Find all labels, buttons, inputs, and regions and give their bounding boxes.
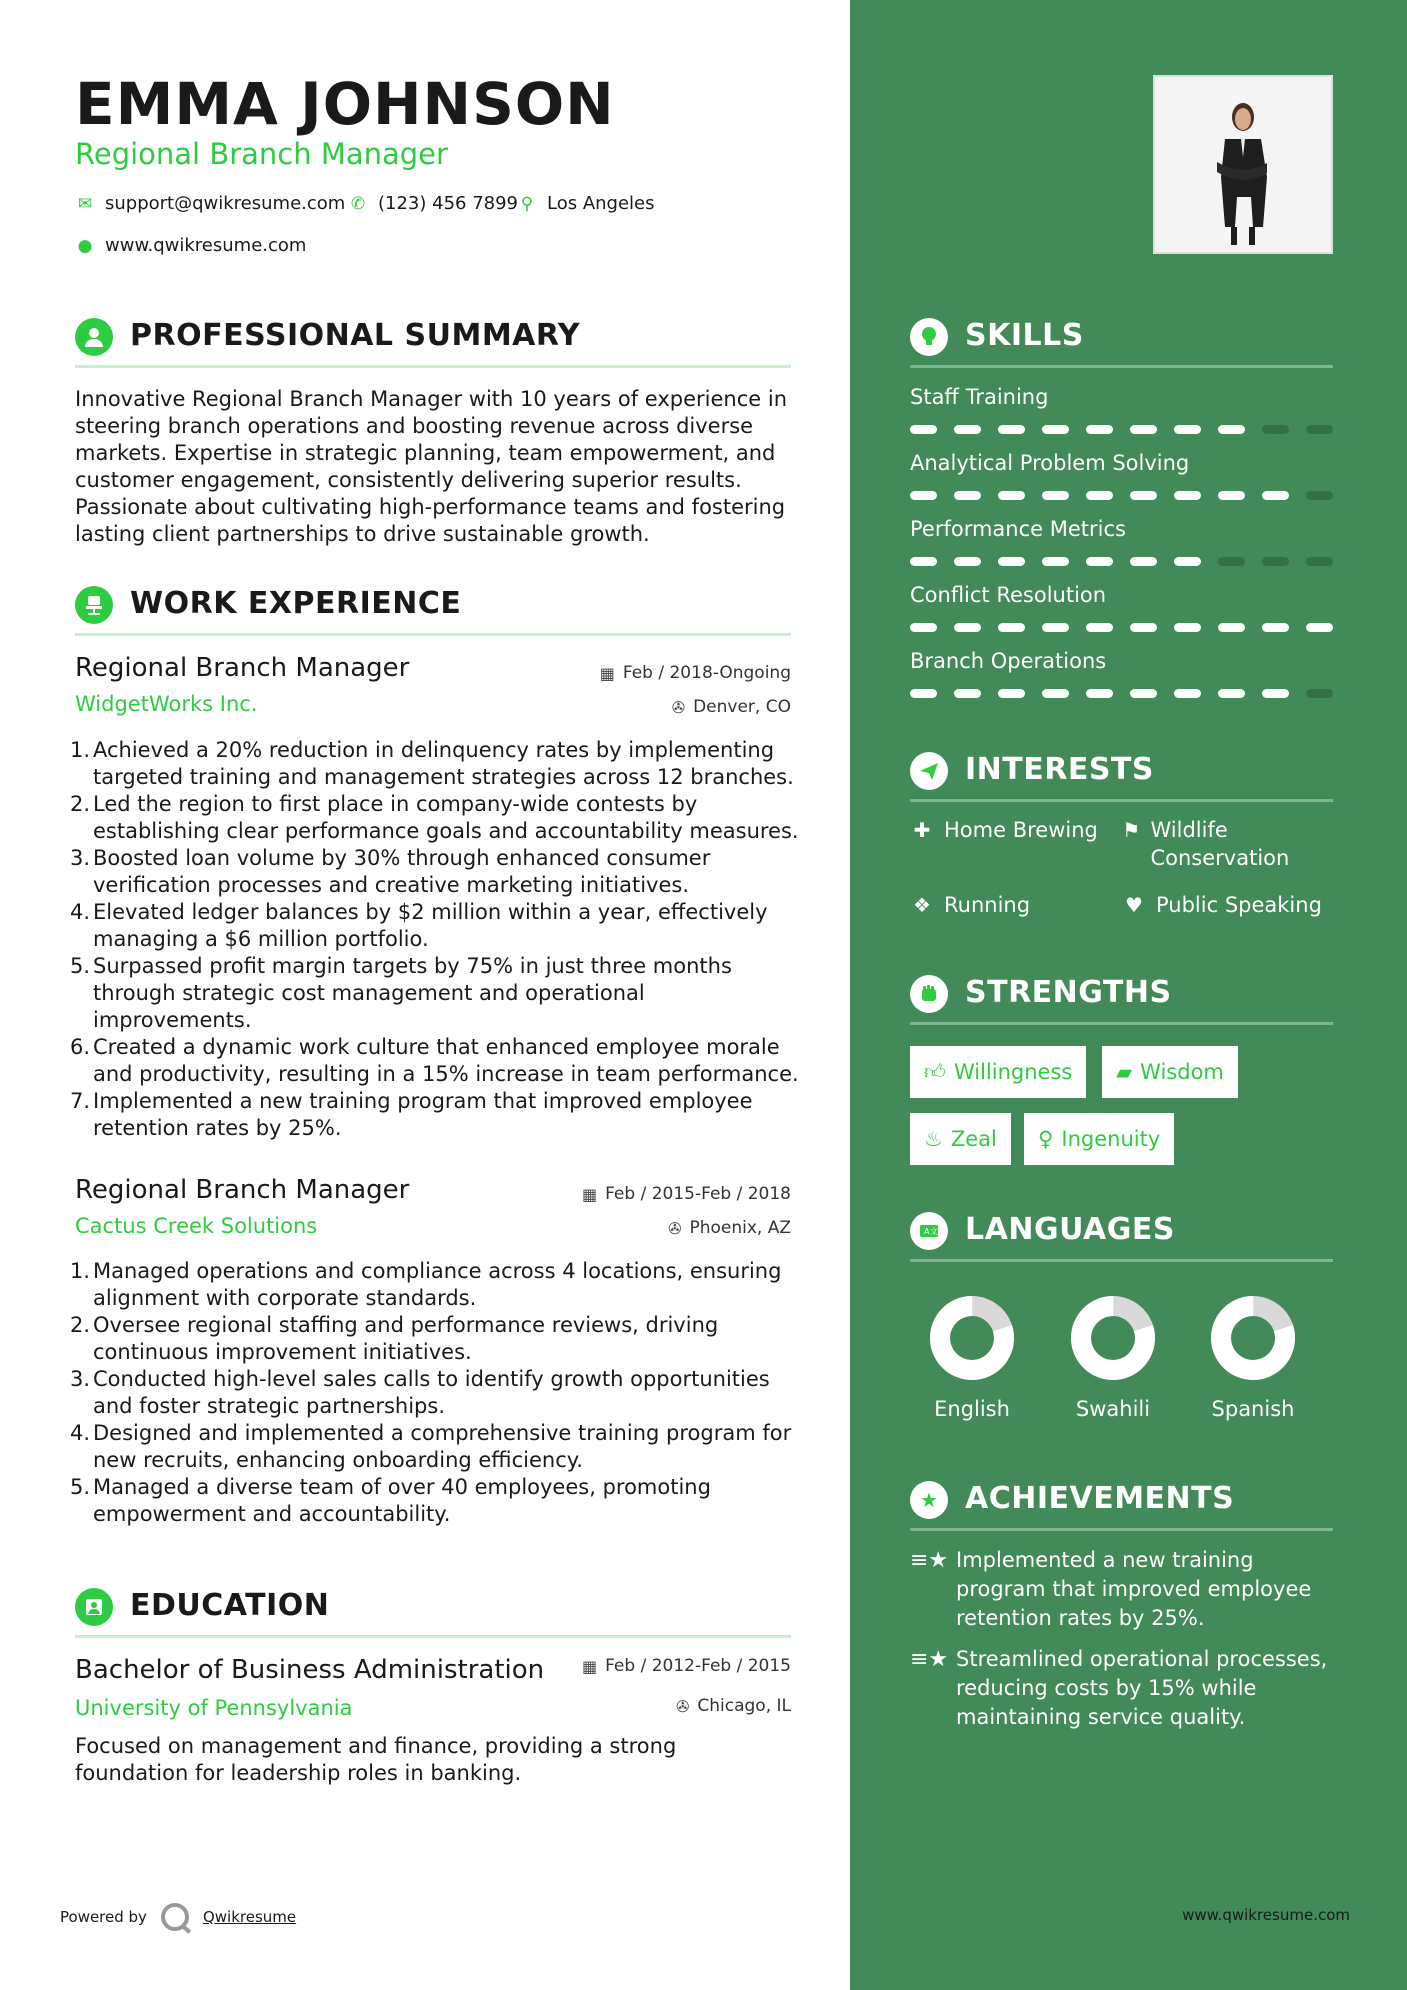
- job-2-company: Cactus Creek Solutions: [75, 1214, 318, 1238]
- language-ring-english: [930, 1296, 1014, 1380]
- contact-email[interactable]: [75, 193, 345, 214]
- skill-dash-filled: [910, 557, 937, 566]
- skill-dash-filled: [910, 689, 937, 698]
- skill-dash-filled: [910, 623, 937, 632]
- skill-5-name: Branch Operations: [910, 649, 1107, 673]
- language-name: Swahili: [1075, 1397, 1151, 1421]
- skill-dash-filled: [1218, 425, 1245, 434]
- achievement-text: Implemented a new training program that improved employee retention rates by 25%.: [956, 1548, 1312, 1630]
- skill-dash-filled: [998, 425, 1025, 434]
- language-name: English: [934, 1397, 1010, 1421]
- skill-dash-filled: [1218, 491, 1245, 500]
- skill-1-rating: [910, 425, 1333, 434]
- list-item: 7. Implemented a new training program that improved employee retention rates by 25%.: [70, 1089, 753, 1140]
- footer-website[interactable]: www.qwikresume.com: [1182, 1906, 1350, 1924]
- job-2-location: [668, 1218, 791, 1238]
- skill-dash-filled: [1086, 491, 1113, 500]
- job-1-dates-text: Feb / 2018-Ongoing: [622, 663, 791, 683]
- shooting-star-icon: ≡★: [910, 1647, 949, 1672]
- languages-heading-label: LANGUAGES: [965, 1212, 1175, 1247]
- skill-dash-filled: [1086, 557, 1113, 566]
- location-text: Los Angeles: [547, 193, 655, 214]
- phone-icon: ✆: [350, 193, 366, 214]
- skill-dash-filled: [1218, 623, 1245, 632]
- achievements-heading: [910, 1471, 1333, 1531]
- job-2-title: Regional Branch Manager: [75, 1175, 410, 1205]
- skill-dash-empty: [1262, 425, 1289, 434]
- skill-dash-filled: [1042, 557, 1069, 566]
- skill-2-name: Analytical Problem Solving: [910, 451, 1190, 475]
- interests-heading-label: INTERESTS: [965, 752, 1154, 787]
- summary-heading-label: PROFESSIONAL SUMMARY: [130, 318, 581, 353]
- skill-3-name: Performance Metrics: [910, 517, 1126, 541]
- list-item: 5. Managed a diverse team of over 40 employees, promoting empowerment and accountability.: [70, 1475, 711, 1526]
- strength-label: Zeal: [950, 1127, 997, 1151]
- contact-website[interactable]: [75, 235, 306, 256]
- skill-dash-filled: [954, 557, 981, 566]
- interest-home-brewing: [910, 816, 1098, 844]
- list-item: 3. Conducted high-level sales calls to identify growth opportunities and foster strategic partnerships.: [70, 1367, 770, 1418]
- list-item: 3. Boosted loan volume by 30% through enhanced consumer verification processes and creative marketing initiatives.: [70, 846, 711, 897]
- experience-heading: [75, 576, 791, 636]
- skills-heading-label: SKILLS: [965, 318, 1084, 353]
- list-item: 5. Surpassed profit margin targets by 75% in just three months through strategic cost management and operational improvements.: [70, 954, 732, 1032]
- interest-running: [910, 891, 1030, 919]
- school-name: University of Pennsylvania: [75, 1696, 353, 1720]
- skill-dash-filled: [1130, 689, 1157, 698]
- paper-plane-icon: [910, 752, 948, 790]
- interest-label: Running: [944, 893, 1031, 917]
- skill-dash-empty: [1306, 491, 1333, 500]
- interest-label: Wildlife Conservation: [1150, 818, 1290, 870]
- interest-label: Public Speaking: [1156, 893, 1322, 917]
- strength-ingenuity: [1024, 1113, 1174, 1165]
- skill-dash-filled: [998, 491, 1025, 500]
- skill-2-rating: [910, 491, 1333, 500]
- envelope-icon: ✉: [77, 193, 93, 214]
- skill-dash-empty: [1306, 689, 1333, 698]
- job-1-company: WidgetWorks Inc.: [75, 692, 258, 716]
- achievement-text: Streamlined operational processes, reducing costs by 15% while maintaining service quality.: [956, 1647, 1328, 1729]
- strengths-heading-label: STRENGTHS: [965, 975, 1172, 1010]
- skill-dash-filled: [1262, 689, 1289, 698]
- skill-dash-filled: [1042, 689, 1069, 698]
- skill-dash-filled: [1174, 557, 1201, 566]
- degree-title: Bachelor of Business Administration: [75, 1655, 545, 1685]
- website-text: www.qwikresume.com: [105, 235, 307, 256]
- list-item: 1. Managed operations and compliance across 4 locations, ensuring alignment with corporate standards.: [70, 1259, 782, 1310]
- strength-label: Wisdom: [1140, 1060, 1224, 1084]
- experience-heading-label: WORK EXPERIENCE: [130, 586, 462, 621]
- strength-zeal: [910, 1113, 1011, 1165]
- education-heading: [75, 1578, 791, 1638]
- profile-photo: [1153, 75, 1333, 254]
- contact-phone[interactable]: [348, 193, 518, 214]
- svg-text:文: 文: [930, 1227, 938, 1236]
- footer-powered-by: [60, 1903, 296, 1931]
- achievement-item: [910, 1645, 1333, 1732]
- user-icon: [75, 318, 113, 356]
- skill-4-name: Conflict Resolution: [910, 583, 1107, 607]
- skill-4-rating: [910, 623, 1333, 632]
- skill-dash-filled: [998, 557, 1025, 566]
- list-item: 6. Created a dynamic work culture that enhanced employee morale and productivity, resulting in a 15% increase in team performance.: [70, 1035, 799, 1086]
- fire-icon: ♨: [924, 1127, 943, 1151]
- skill-dash-empty: [1306, 425, 1333, 434]
- job-2-dates-text: Feb / 2015-Feb / 2018: [605, 1184, 791, 1204]
- calendar-icon: ▦: [581, 1656, 598, 1676]
- skill-dash-filled: [1130, 623, 1157, 632]
- education-dates: [582, 1656, 791, 1676]
- list-item: 4. Designed and implemented a comprehensive training program for new recruits, enhancing onboarding efficiency.: [70, 1421, 792, 1472]
- achievements-heading-label: ACHIEVEMENTS: [965, 1481, 1235, 1516]
- education-text: Focused on management and finance, providing a strong foundation for leadership roles in banking.: [75, 1734, 677, 1785]
- skill-dash-empty: [1218, 557, 1245, 566]
- thumbs-up-icon: 👍︎: [924, 1060, 946, 1084]
- job-2-location-text: Phoenix, AZ: [689, 1218, 791, 1238]
- skill-dash-filled: [1174, 425, 1201, 434]
- skill-dash-filled: [1174, 623, 1201, 632]
- language-icon: [910, 1212, 948, 1250]
- candidate-title: Regional Branch Manager: [75, 137, 448, 171]
- skill-dash-filled: [1042, 425, 1069, 434]
- skill-dash-filled: [954, 491, 981, 500]
- skill-dash-empty: [1306, 557, 1333, 566]
- pin-icon: ✇: [668, 1218, 682, 1238]
- skill-dash-filled: [910, 491, 937, 500]
- lightbulb-icon: ♀: [1038, 1127, 1054, 1151]
- strength-willingness: [910, 1046, 1086, 1098]
- skill-dash-filled: [1306, 623, 1333, 632]
- skill-dash-filled: [1086, 689, 1113, 698]
- pin-icon: ✇: [675, 1696, 690, 1716]
- svg-text:A: A: [924, 1227, 930, 1236]
- skill-dash-filled: [954, 623, 981, 632]
- lightbulb-icon: [910, 318, 948, 356]
- email-text: support@qwikresume.com: [105, 193, 346, 214]
- chair-icon: [75, 586, 113, 624]
- languages-heading: [910, 1202, 1333, 1262]
- skill-dash-filled: [954, 425, 981, 434]
- skill-dash-filled: [998, 689, 1025, 698]
- shooting-star-icon: ≡★: [910, 1548, 949, 1573]
- skill-dash-filled: [1174, 689, 1201, 698]
- interest-public-speaking: [1122, 891, 1322, 919]
- heartbeat-icon: ♥: [1125, 893, 1143, 917]
- job-1-location-text: Denver, CO: [693, 697, 791, 717]
- job-2-bullets: [70, 1258, 800, 1528]
- skill-dash-filled: [1262, 491, 1289, 500]
- sidebar: [850, 0, 1407, 1990]
- globe-icon: ●: [77, 235, 93, 256]
- education-heading-label: EDUCATION: [130, 1588, 330, 1623]
- education-location: [676, 1696, 791, 1716]
- language-ring-swahili: [1071, 1296, 1155, 1380]
- skill-dash-filled: [998, 623, 1025, 632]
- skill-dash-filled: [1262, 623, 1289, 632]
- skill-dash-filled: [1130, 491, 1157, 500]
- skill-dash-filled: [954, 689, 981, 698]
- list-item: 2. Led the region to first place in company-wide contests by establishing clear performance goals and accountability measures.: [70, 792, 799, 843]
- language-name: Spanish: [1211, 1397, 1295, 1421]
- powered-by-label: Powered by: [60, 1908, 147, 1926]
- skill-dash-filled: [1086, 425, 1113, 434]
- candidate-name: EMMA JOHNSON: [75, 70, 615, 138]
- summary-text: Innovative Regional Branch Manager with 10 years of experience in steering branch operations and boosting revenue across diverse markets. Expertise in strategic planning, team empowerment, and customer engagement, consistently delivering superior results. Passionate about cultivating high-performance teams and fostering lasting client partnerships to drive sustainable growth.: [75, 387, 788, 546]
- skill-dash-filled: [1042, 623, 1069, 632]
- book-icon: ▰: [1116, 1060, 1133, 1084]
- pin-icon: ✇: [671, 697, 686, 717]
- calendar-icon: ▦: [581, 1184, 598, 1204]
- strength-label: Ingenuity: [1061, 1127, 1161, 1151]
- star-icon: ★: [910, 1481, 948, 1519]
- strengths-heading: [910, 965, 1333, 1025]
- graduate-icon: [75, 1588, 113, 1626]
- list-item: 2. Oversee regional staffing and performance reviews, driving continuous improvement initiatives.: [70, 1313, 719, 1364]
- skill-dash-filled: [1174, 491, 1201, 500]
- list-item: 1. Achieved a 20% reduction in delinquency rates by implementing targeted training and management strategies across 12 branches.: [70, 738, 794, 789]
- strength-wisdom: [1102, 1046, 1238, 1098]
- job-1-bullets: [70, 737, 800, 1142]
- qwikresume-link[interactable]: Qwikresume: [202, 1908, 297, 1926]
- skill-1-name: Staff Training: [910, 385, 1049, 409]
- puzzle-icon: ✚: [913, 818, 931, 842]
- list-item: 4. Elevated ledger balances by $2 million within a year, effectively managing a $6 million portfolio.: [70, 900, 768, 951]
- skill-3-rating: [910, 557, 1333, 566]
- summary-heading: [75, 308, 791, 368]
- interest-label: Home Brewing: [944, 818, 1098, 842]
- job-1-title: Regional Branch Manager: [75, 653, 410, 683]
- skill-dash-filled: [910, 425, 937, 434]
- skill-dash-filled: [1130, 425, 1157, 434]
- skills-heading: [910, 308, 1333, 368]
- education-location-text: Chicago, IL: [697, 1696, 791, 1716]
- qwikresume-logo-icon: [161, 1903, 189, 1931]
- paw-icon: ❖: [913, 893, 931, 917]
- map-pin-icon: ⚲: [520, 193, 534, 214]
- strength-label: Willingness: [953, 1060, 1073, 1084]
- fist-icon: [910, 975, 948, 1013]
- contact-location: [517, 193, 655, 214]
- job-2-dates: [582, 1184, 791, 1204]
- calendar-icon: ▦: [599, 663, 615, 683]
- skill-dash-filled: [1042, 491, 1069, 500]
- interests-heading: [910, 742, 1333, 802]
- interest-wildlife-conservation: [1122, 816, 1322, 872]
- language-ring-spanish: [1211, 1296, 1295, 1380]
- skill-dash-filled: [1130, 557, 1157, 566]
- skill-5-rating: [910, 689, 1333, 698]
- job-1-dates: [600, 663, 791, 683]
- skill-dash-empty: [1262, 557, 1289, 566]
- skill-dash-filled: [1086, 623, 1113, 632]
- phone-text: (123) 456 7899: [378, 193, 519, 214]
- education-dates-text: Feb / 2012-Feb / 2015: [605, 1656, 791, 1676]
- achievement-item: [910, 1546, 1333, 1633]
- skill-dash-filled: [1218, 689, 1245, 698]
- job-1-location: [672, 697, 791, 717]
- flag-icon: ⚑: [1122, 818, 1141, 842]
